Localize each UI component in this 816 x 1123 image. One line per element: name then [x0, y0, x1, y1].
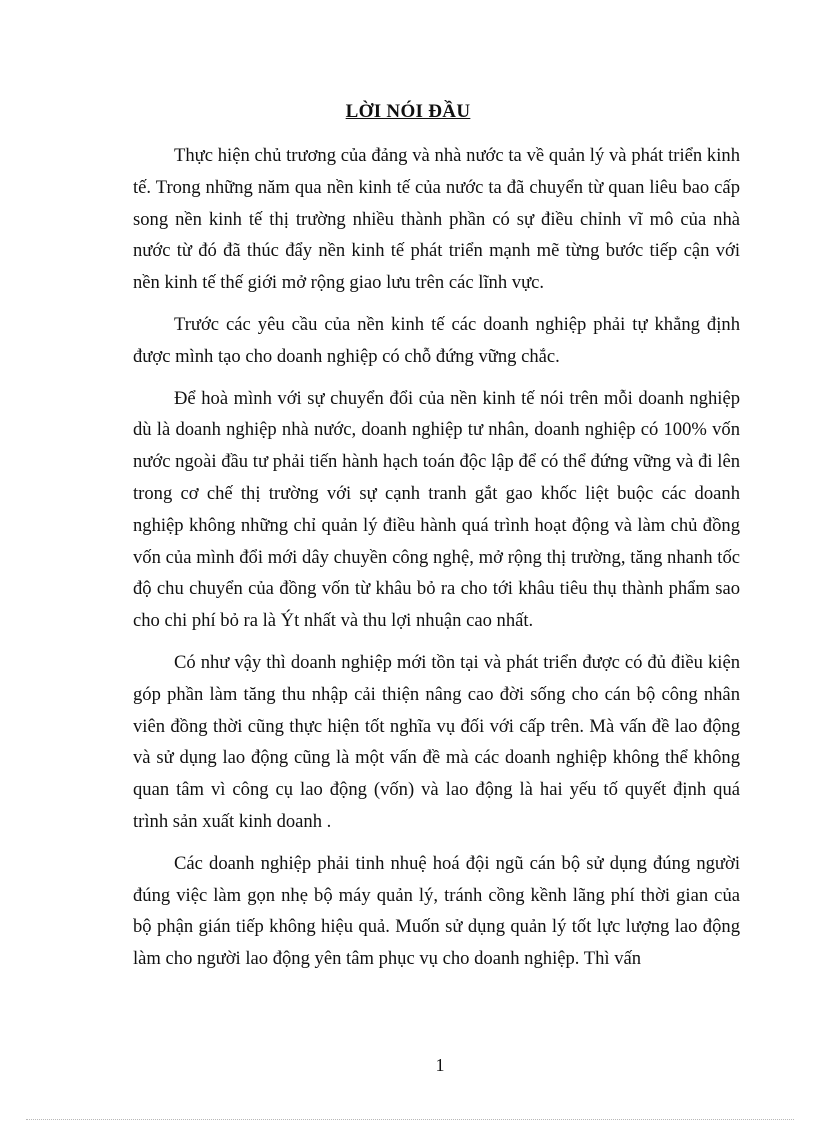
paragraph-5: Các doanh nghiệp phải tinh nhuệ hoá đội ngũ cán bộ sử dụng đúng người đúng việc làm gọn nhẹ bộ máy quản lý, tránh cồng kềnh lãng phí thời gian của bộ phận gián tiếp không hiệu quả. Muốn sử dụng quản lý tốt lực lượng lao động làm cho người lao động yên tâm phục vụ cho doanh nghiệp. Thì vấn — [133, 852, 740, 970]
paragraph-4: Có như vậy thì doanh nghiệp mới tồn tại và phát triển được có đủ điều kiện góp phần làm tăng thu nhập cải thiện nâng cao đời sống cho cán bộ công nhân viên đồng thời cũng thực hiện tốt nghĩa vụ đối với cấp trên. Mà vấn đề lao động và sử dụng lao động cũng là một vấn đề mà các doanh nghiệp không thể không quan tâm vì công cụ lao động (vốn) và lao động là hai yếu tố quyết định quá trình sản xuất kinh doanh . — [133, 651, 740, 832]
body-text — [133, 140, 740, 985]
paragraph-1: Thực hiện chủ trương của đảng và nhà nước ta về quản lý và phát triển kinh tế. Trong những năm qua nền kinh tế của nước ta đã chuyển từ quan liêu bao cấp song nền kinh tế thị trường nhiều thành phần có sự điều chỉnh vĩ mô của nhà nước từ đó đã thúc đẩy nền kinh tế phát triển mạnh mẽ từng bước tiếp cận với nền kinh tế thế giới mở rộng giao lưu trên các lĩnh vực. — [133, 145, 740, 294]
page-bottom-divider — [26, 1119, 794, 1120]
paragraph-3: Để hoà mình với sự chuyển đổi của nền kinh tế nói trên mỗi doanh nghiệp dù là doanh nghiệp nhà nước, doanh nghiệp tư nhân, doanh nghiệp có 100% vốn nước ngoài đầu tư phải tiến hành hạch toán độc lập để có thể đứng vững và đi lên trong cơ chế thị trường với sự cạnh tranh gắt gao khốc liệt buộc các doanh nghiệp không những chỉ quản lý điều hành quá trình hoạt động và làm chủ đồng vốn của mình đổi mới dây chuyền công nghệ, mở rộng thị trường, tăng nhanh tốc độ chu chuyển của đồng vốn từ khâu bỏ ra cho tới khâu tiêu thụ thành phẩm sao cho chi phí bỏ ra là Ýt nhất và thu lợi nhuận cao nhất. — [133, 387, 740, 632]
page-number: 1 — [435, 1055, 445, 1075]
paragraph-2: Trước các yêu cầu của nền kinh tế các doanh nghiệp phải tự khẳng định được mình tạo cho doanh nghiệp có chỗ đứng vững chắc. — [133, 313, 740, 367]
page-title: LỜI NÓI ĐẦU — [345, 101, 471, 122]
